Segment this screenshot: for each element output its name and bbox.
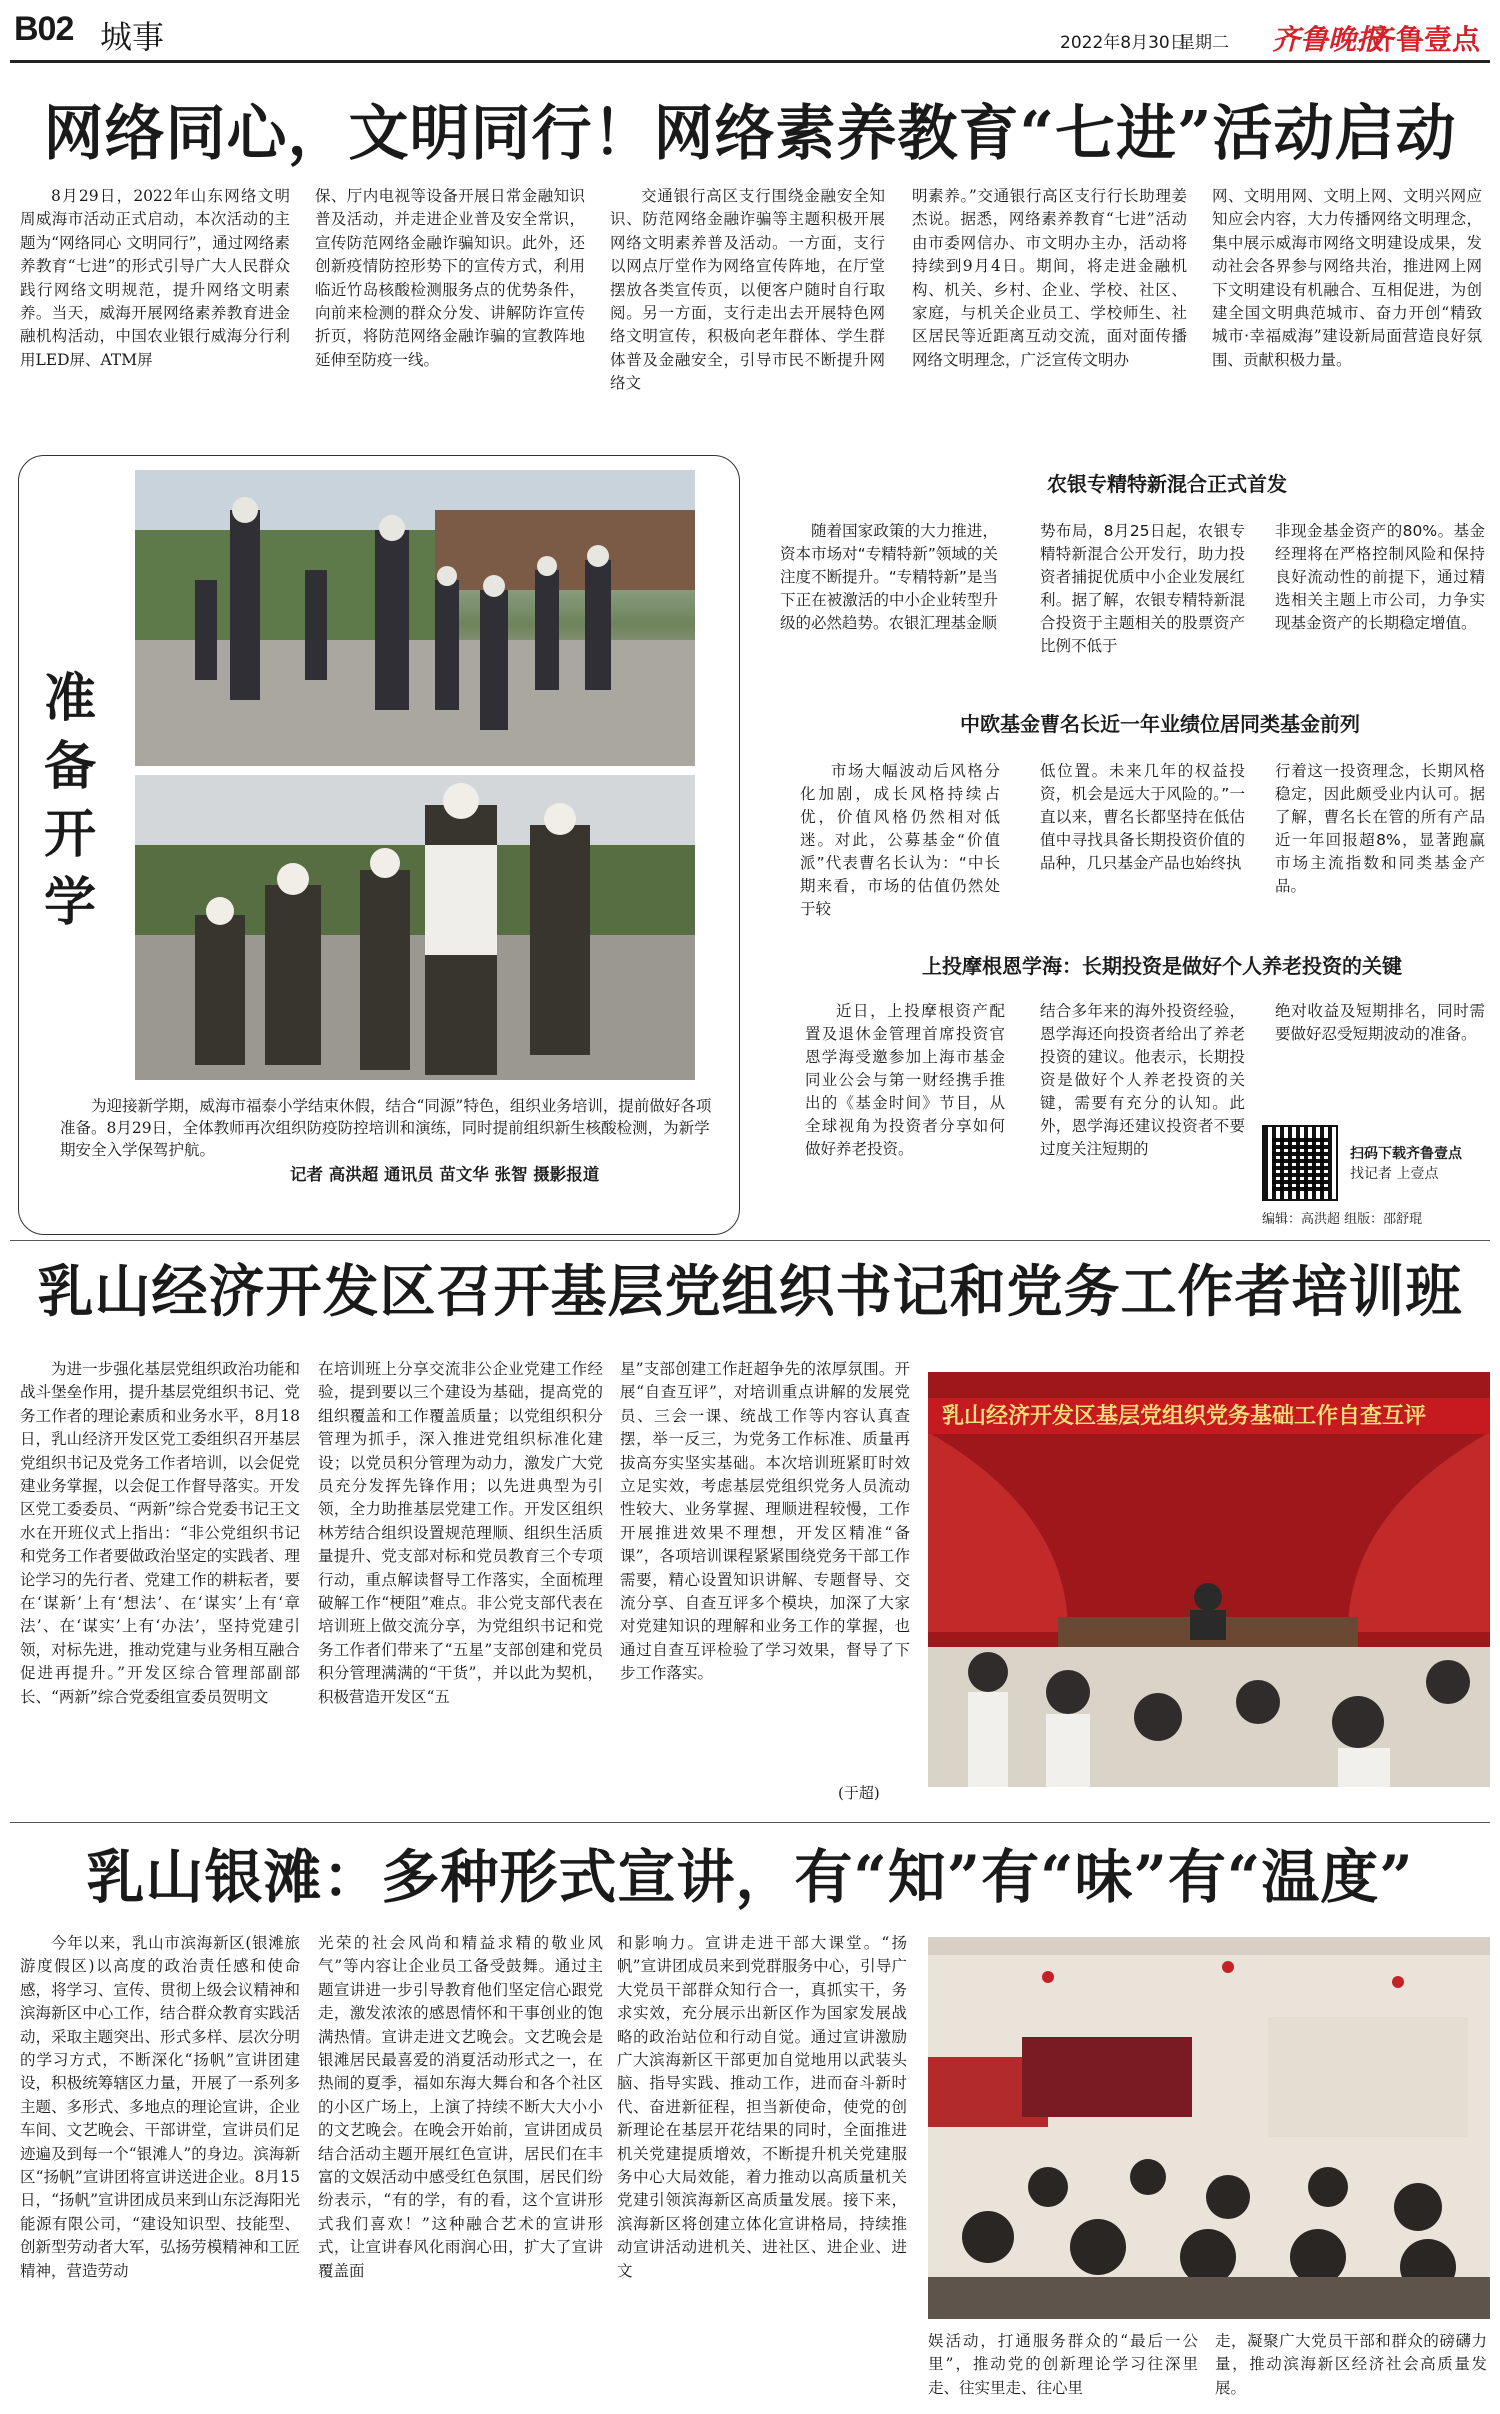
article3-col5 xyxy=(1215,2330,1487,2405)
article2-headline: 乳山经济开发区召开基层党组织书记和党务工作者培训班 xyxy=(37,1259,1463,1325)
lecture-photo xyxy=(928,1937,1490,2319)
qr-caption-reporter: 找记者 上壹点 xyxy=(1350,1166,1439,1182)
article1-col4 xyxy=(912,185,1187,420)
header-rule xyxy=(10,60,1490,63)
fund-story2-col2-text: 低位置。未来几年的权益投资，机会是远大于风险的。”一直以来，曹名长都坚持在低估值中寻找具备长期投资价值的品种，几只基金产品也始终执 xyxy=(1040,762,1245,872)
fund-story3-col3 xyxy=(1275,1000,1485,1110)
article2-col2-text: 在培训班上分享交流非公企业党建工作经验，提到要以三个建设为基础，提高党的组织覆盖和工作覆盖质量；以党组织积分管理为抓手，深入推进党组织标准化建设；以党员积分管理为动力，激发广大党员充分发挥先锋作用；以先进典型为引领，全力助推基层党建工作。开发区组织林芳结合组织设置规范理顺、组织生活质量提升、党支部对标和党员教育三个专项行动，重点解读督导工作落实，全面梳理破解工作“梗阻”难点。非公党支部代表在培训班上做交流分享，为党组织书记和党务工作者们带来了“五星”支部创建和党员积分管理满满的“干货”，并以此为契机，积极营造开发区“五 xyxy=(318,1360,603,1706)
article1-col5-text: 网、文明用网、文明上网、文明兴网应知应会内容，大力传播网络文明理念，集中展示威海市网络文明建设成果，发动社会各界参与网络共治，推进网上网下文明建设有机融合、互相促进，为创建全国文明典范城市、奋力开创“精致城市·幸福威海”建设新局面营造良好氛围、贡献积极力量。 xyxy=(1212,187,1482,369)
fund-story2-col3-text: 行着这一投资理念，长期风格稳定，因此颇受业内认可。据了解，曹名长在管的所有产品近一年回报超8%，显著跑赢市场主流指数和同类基金产品。 xyxy=(1275,762,1485,895)
article1-col1-text: 8月29日，2022年山东网络文明周威海市活动正式启动，本次活动的主题为“网络同心 文明同行”，通过网络素养教育“七进”的形式引导广大人民群众践行网络文明规范，提升网络文明素养。当天，威海开展网络素养教育进金融机构活动，中国农业银行威海分行利用LED屏、ATM屏 xyxy=(20,187,290,369)
article2-col1-text: 为进一步强化基层党组织政治功能和战斗堡垒作用，提升基层党组织书记、党务工作者的理论素质和业务水平，8月18日，乳山经济开发区党工委组织召开基层党组织书记及党务工作者培训，以会促党建业务掌握，以会促工作督导落实。开发区党工委委员、“两新”综合党委书记王文水在开班仪式上指出：“非公党组织书记和党务工作者要做政治坚定的实践者、理论学习的先行者、党建工作的耕耘者，要在‘谋新’上有‘想法’、在‘谋实’上有‘章法’、在‘谋实’上有‘办法’，坚持党建引领，对标先进，推动党建与业务相互融合促进再提升。”开发区综合管理部副部长、“两新”综合党委组宣委员贺明文 xyxy=(20,1360,300,1706)
fund-story2-col3 xyxy=(1275,760,1485,925)
issue-date: 2022年8月30日 xyxy=(1060,33,1187,53)
school-photo-1 xyxy=(135,470,695,766)
photo-story-caption: 为迎接新学期，威海市福泰小学结束休假，结合“同源”特色，组织业务培训，提前做好各项准备。8月29日，全体教师再次组织防疫防控培训和演练，同时提前组织新生核酸检测，为新学期安全入学保驾护航。 xyxy=(60,1097,712,1159)
article2-col3-text: 星”支部创建工作赶超争先的浓厚氛围。开展“自查互评”，对培训重点讲解的发展党员、三会一课、统战工作等内容认真查摆，举一反三，为党务工作标准、质量再拔高夯实坚实基础。本次培训班紧盯时效立足实效，考虑基层党组织党务人员流动性较大、业务掌握、理顺进程较慢，工作开展推进效果不理想，开发区精准“备课”，各项培训课程紧紧围绕党务干部工作需要，精心设置知识讲解、专题督导、交流分享、自查互评多个模块，加深了大家对党建知识的理解和业务工作的掌握，也通过自查互评检验了学习效果，督导了下步工作落实。 xyxy=(620,1360,910,1683)
article3-col3-text: 和影响力。宣讲走进干部大课堂。“扬帆”宣讲团成员来到党群服务中心，引导广大党员干部群众知行合一，真抓实干，务求实效，充分展示出新区作为国家发展战略的政治站位和行动自觉。通过宣讲激励广大滨海新区干部更加自觉地用以武装头脑、指导实践、推动工作，进而奋斗新时代、奋进新征程，担当新使命，使党的创新理论在基层开花结果的同时，全面推进机关党建提质增效，不断提升机关党建服务中心大局效能，着力推动以高质量机关党建引领滨海新区高质量发展。接下来，滨海新区将创建立体化宣讲格局，持续推动宣讲活动进机关、进社区、进企业、进文 xyxy=(617,1934,907,2280)
article3-col4 xyxy=(928,2330,1198,2405)
fund-story2-col1-text: 市场大幅波动后风格分化加剧，成长风格持续占优，价值风格仍然相对低迷。对此，公募基金“价值派”代表曹名长认为：“中长期来看，市场的估值仍然处于较 xyxy=(800,762,1000,918)
school-photo-2 xyxy=(135,775,695,1080)
newspaper-logo: 齐鲁晚报 xyxy=(1272,23,1385,56)
fund-story2-col1 xyxy=(800,760,1000,925)
article3-col3 xyxy=(617,1932,907,2402)
qr-caption-download: 扫码下载齐鲁壹点 xyxy=(1350,1146,1462,1162)
issue-weekday: 星期二 xyxy=(1178,33,1229,53)
article2-col1 xyxy=(20,1358,300,1808)
school-photo-1-figures xyxy=(135,470,695,766)
training-photo xyxy=(928,1372,1490,1787)
editor-credit: 编辑：高洪超 组版：邵舒琨 xyxy=(1262,1212,1423,1227)
article3-col1 xyxy=(20,1932,300,2402)
article1-col2 xyxy=(315,185,585,420)
school-photo-2-figures xyxy=(135,775,695,1080)
article1-col3-text: 交通银行高区支行围绕金融安全知识、防范网络金融诈骗等主题积极开展网络文明素养普及活动。一方面，支行以网点厅堂作为网络宣传阵地，在厅堂摆放各类宣传页，以便客户随时自行取阅。另一方面，支行走出去开展特色网络文明宣传，积极向老年群体、学生群体普及金融安全，引导市民不断提升网络文 xyxy=(610,187,885,393)
fund-story3-title: 上投摩根恩学海：长期投资是做好个人养老投资的关键 xyxy=(922,954,1402,978)
lecture-photo-scene xyxy=(928,1937,1490,2319)
fund-story1-col3 xyxy=(1275,520,1485,692)
article1-col4-text: 明素养。”交通银行高区支行行长助理姜杰说。据悉，网络素养教育“七进”活动由市委网信办、市文明办主办，活动将持续到9月4日。期间，将走进金融机构、机关、乡村、企业、学校、社区、家庭，与机关企业员工、学校师生、社区居民等近距离互动交流，面对面传播网络文明理念，广泛宣传文明办 xyxy=(912,187,1187,369)
fund-story3-col2-text: 结合多年来的海外投资经验，恩学海还向投资者给出了养老投资的建议。他表示，长期投资是做好个人养老投资的关键，需要有充分的认知。此外，恩学海还建议投资者不要过度关注短期的 xyxy=(1040,1002,1245,1158)
fund-story2-col2 xyxy=(1040,760,1245,925)
section-name: 城事 xyxy=(100,18,165,56)
article1-col3 xyxy=(610,185,885,420)
training-photo-scene xyxy=(928,1372,1490,1787)
article3-col4-text: 娱活动，打通服务群众的“最后一公里”，推动党的创新理论学习往深里走、往实里走、往心里 xyxy=(928,2332,1198,2397)
article2-col2 xyxy=(318,1358,603,1808)
training-photo-banner: 乳山经济开发区基层党组织党务基础工作自查互评 xyxy=(928,1398,1490,1434)
qr-code-icon[interactable] xyxy=(1262,1125,1338,1201)
article1-col1 xyxy=(20,185,290,420)
fund-story3-col1-text: 近日，上投摩根资产配置及退休金管理首席投资官恩学海受邀参加上海市基金同业公会与第一财经携手推出的《基金时间》节目，从全球视角为投资者分享如何做好养老投资。 xyxy=(805,1002,1005,1158)
article2-author: (于超) xyxy=(838,1784,880,1802)
article1-headline: 网络同心，文明同行！网络素养教育“七进”活动启动 xyxy=(43,99,1457,169)
article2-col3 xyxy=(620,1358,910,1778)
photo-story-title: 准备开学 xyxy=(43,668,96,933)
photo-story-credit: 记者 高洪超 通讯员 苗文华 张智 摄影报道 xyxy=(290,1165,600,1184)
article3-col5-text: 走，凝聚广大党员干部和群众的磅礴力量，推动滨海新区经济社会高质量发展。 xyxy=(1215,2332,1487,2397)
article3-headline: 乳山银滩：多种形式宣讲，有“知”有“味”有“温度” xyxy=(86,1843,1414,1911)
fund-story1-col3-text: 非现金基金资产的80%。基金经理将在严格控制风险和保持良好流动性的前提下，通过精选相关主题上市公司，力争实现基金资产的长期稳定增值。 xyxy=(1275,522,1485,632)
fund-story1-col1 xyxy=(780,520,998,692)
fund-story1-col2 xyxy=(1040,520,1245,692)
article1-col2-text: 保、厅内电视等设备开展日常金融知识普及活动，并走进企业普及安全常识，宣传防范网络金融诈骗知识。此外，还创新疫情防控形势下的宣传方式，利用临近竹岛核酸检测服务点的优势条件，向前来检测的群众分发、讲解防诈宣传折页，将防范网络金融诈骗的宣教阵地延伸至防疫一线。 xyxy=(315,187,585,369)
app-logo: 齐鲁壹点 xyxy=(1368,23,1481,56)
fund-story1-col2-text: 势布局，8月25日起，农银专精特新混合公开发行，助力投资者捕捉优质中小企业发展红利。据了解，农银专精特新混合投资于主题相关的股票资产比例不低于 xyxy=(1040,522,1245,655)
fund-story1-title: 农银专精特新混合正式首发 xyxy=(1047,472,1287,496)
fund-story2-title: 中欧基金曹名长近一年业绩位居同类基金前列 xyxy=(960,712,1360,736)
article3-col1-text: 今年以来，乳山市滨海新区(银滩旅游度假区)以高度的政治责任感和使命感，将学习、宣传、贯彻上级会议精神和滨海新区中心工作，结合群众教育实践活动，采取主题突出、形式多样、层次分明的学习方式，不断深化“扬帆”宣讲团建设，积极统筹辖区力量，开展了一系列多主题、多形式、多地点的理论宣讲，企业车间、文艺晚会、干部讲堂，宣讲员们足迹遍及到每一个“银滩人”的身边。滨海新区“扬帆”宣讲团将宣讲送进企业。8月15日，“扬帆”宣讲团成员来到山东泛海阳光能源有限公司，“建设知识型、技能型、创新型劳动者大军，弘扬劳模精神和工匠精神，营造劳动 xyxy=(20,1934,300,2280)
section-divider-2 xyxy=(10,1822,1490,1823)
article3-col2-text: 光荣的社会风尚和精益求精的敬业风气”等内容让企业员工备受鼓舞。通过主题宣讲进一步引导教育他们坚定信心跟党走，激发浓浓的感恩情怀和干事创业的饱满热情。宣讲走进文艺晚会。文艺晚会是银滩居民最喜爱的消夏活动形式之一，在热闹的夏季，福如东海大舞台和各个社区的小区广场上，上演了持续不断大大小小的文艺晚会。在晚会开始前，宣讲团成员结合活动主题开展红色宣讲，居民们在丰富的文娱活动中感受红色氛围，居民们纷纷表示，“有的学，有的看，这个宣讲形式我们喜欢！”这种融合艺术的宣讲形式，让宣讲春风化雨润心田，扩大了宣讲覆盖面 xyxy=(318,1934,603,2280)
section-divider-1 xyxy=(10,1240,1490,1241)
fund-story3-col3-text: 绝对收益及短期排名，同时需要做好忍受短期波动的准备。 xyxy=(1275,1002,1485,1043)
page-number: B02 xyxy=(14,10,74,48)
article3-col2 xyxy=(318,1932,603,2402)
fund-story3-col2 xyxy=(1040,1000,1245,1210)
fund-story1-col1-text: 随着国家政策的大力推进，资本市场对“专精特新”领域的关注度不断提升。“专精特新”是当下正在被激活的中小企业转型升级的必然趋势。农银汇理基金顺 xyxy=(780,522,998,632)
fund-story3-col1 xyxy=(805,1000,1005,1210)
article1-col5 xyxy=(1212,185,1482,420)
